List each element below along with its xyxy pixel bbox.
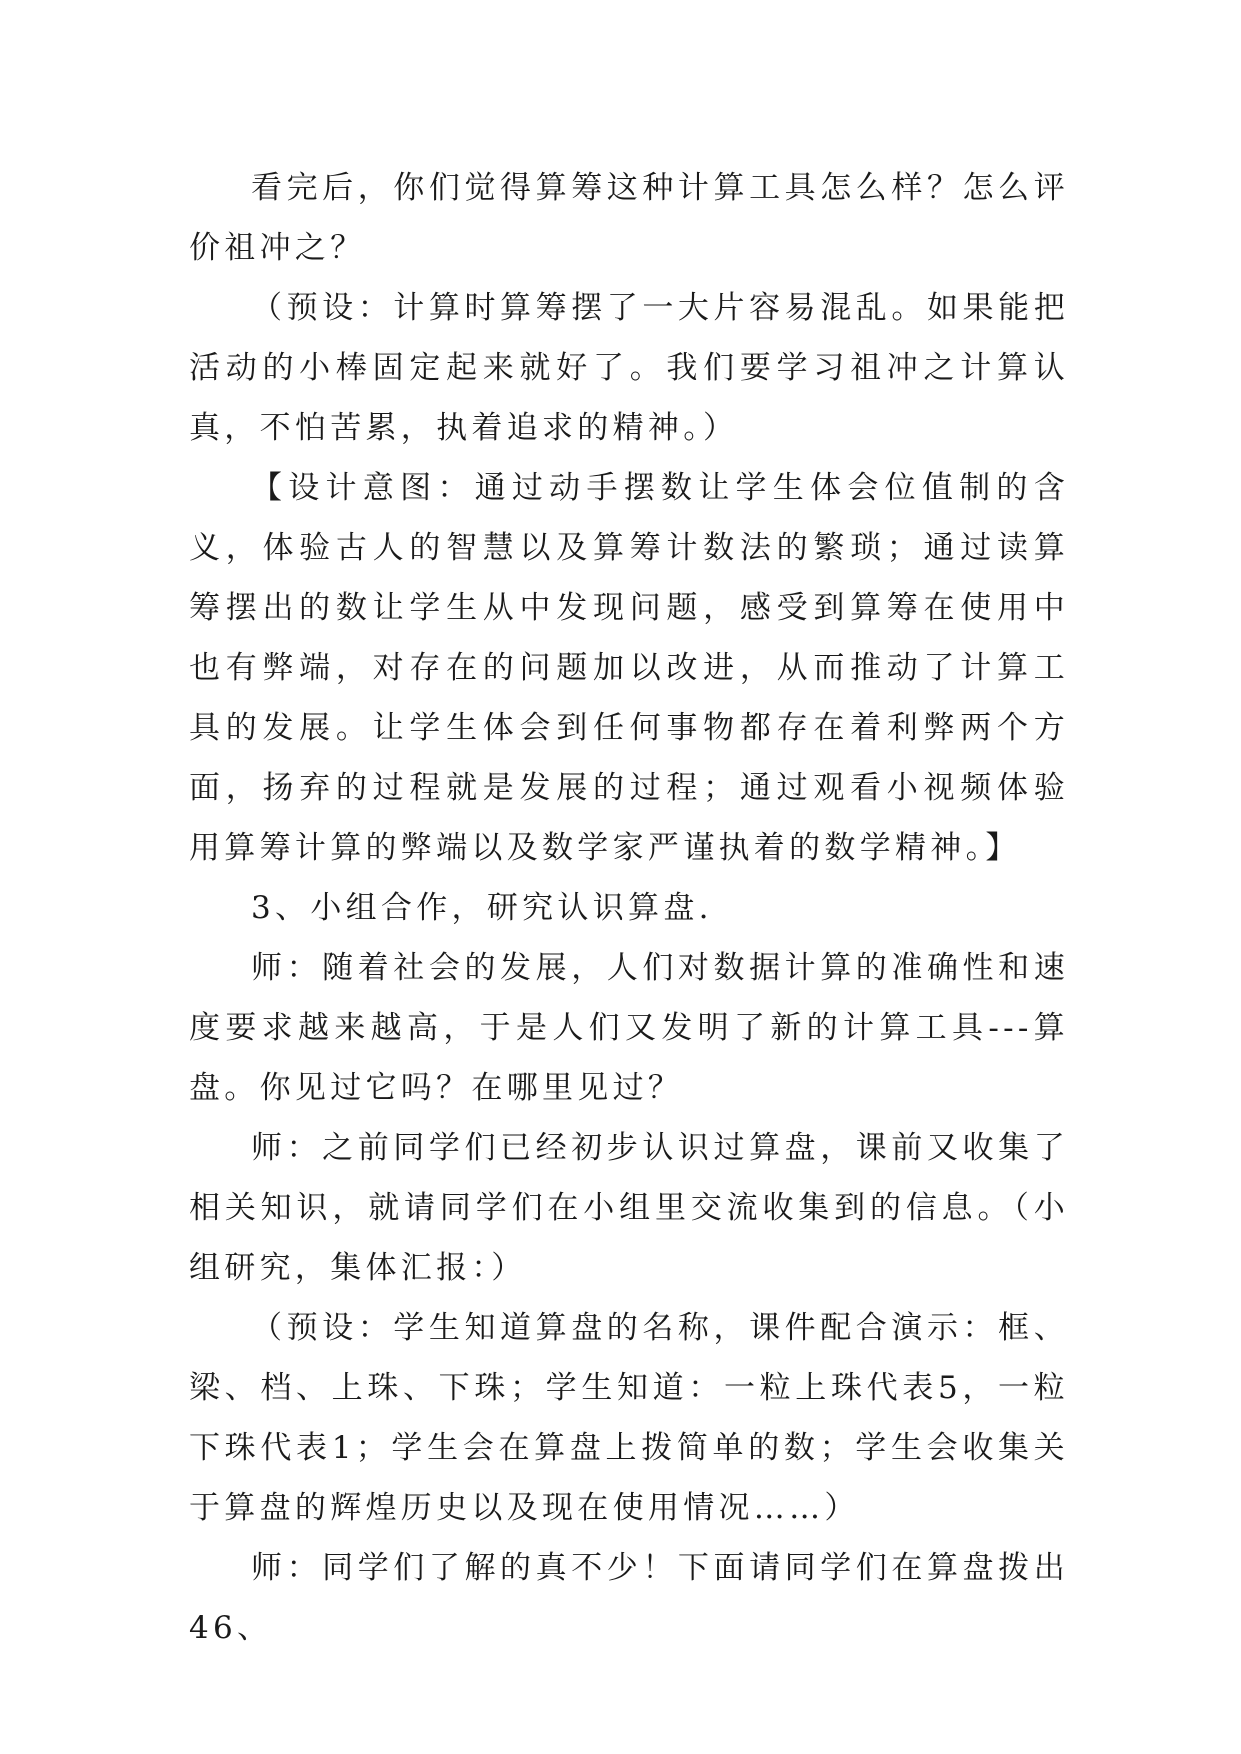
paragraph-preset-1: （预设：计算时算筹摆了一大片容易混乱。如果能把活动的小棒固定起来就好了。我们要学习祖冲之计算认真，不怕苦累，执着追求的精神。）: [189, 290, 1069, 446]
document-body: [189, 158, 1069, 1658]
paragraph-section-heading: 3、小组合作，研究认识算盘.: [251, 890, 713, 926]
paragraph-design-intent: 【设计意图：通过动手摆数让学生体会位值制的含义，体验古人的智慧以及算筹计数法的繁琐；通过读算筹摆出的数让学生从中发现问题，感受到算筹在使用中也有弊端，对存在的问题加以改进，从而推动了计算工具的发展。让学生体会到任何事物都存在着利弊两个方面，扬弃的过程就是发展的过程；通过观看小视频体验用算筹计算的弊端以及数学家严谨执着的数学精神。】: [189, 470, 1069, 866]
paragraph-preset-2: （预设：学生知道算盘的名称，课件配合演示：框、梁、档、上珠、下珠；学生知道：一粒上珠代表5，一粒下珠代表1；学生会在算盘上拨简单的数；学生会收集关于算盘的辉煌历史以及现在使用情况……）: [189, 1310, 1069, 1526]
paragraph-teacher-dial-numbers: 师：同学们了解的真不少！下面请同学们在算盘拨出46、: [189, 1550, 1069, 1646]
paragraph-evaluate-suanchou: 看完后，你们觉得算筹这种计算工具怎么样？怎么评价祖冲之？: [189, 170, 1069, 266]
paragraph-teacher-group-work: 师：之前同学们已经初步认识过算盘，课前又收集了相关知识，就请同学们在小组里交流收集到的信息。（小组研究，集体汇报：）: [189, 1130, 1069, 1286]
paragraph-teacher-abacus-intro: 师：随着社会的发展，人们对数据计算的准确性和速度要求越来越高，于是人们又发明了新的计算工具---算盘。你见过它吗？在哪里见过？: [189, 950, 1069, 1106]
